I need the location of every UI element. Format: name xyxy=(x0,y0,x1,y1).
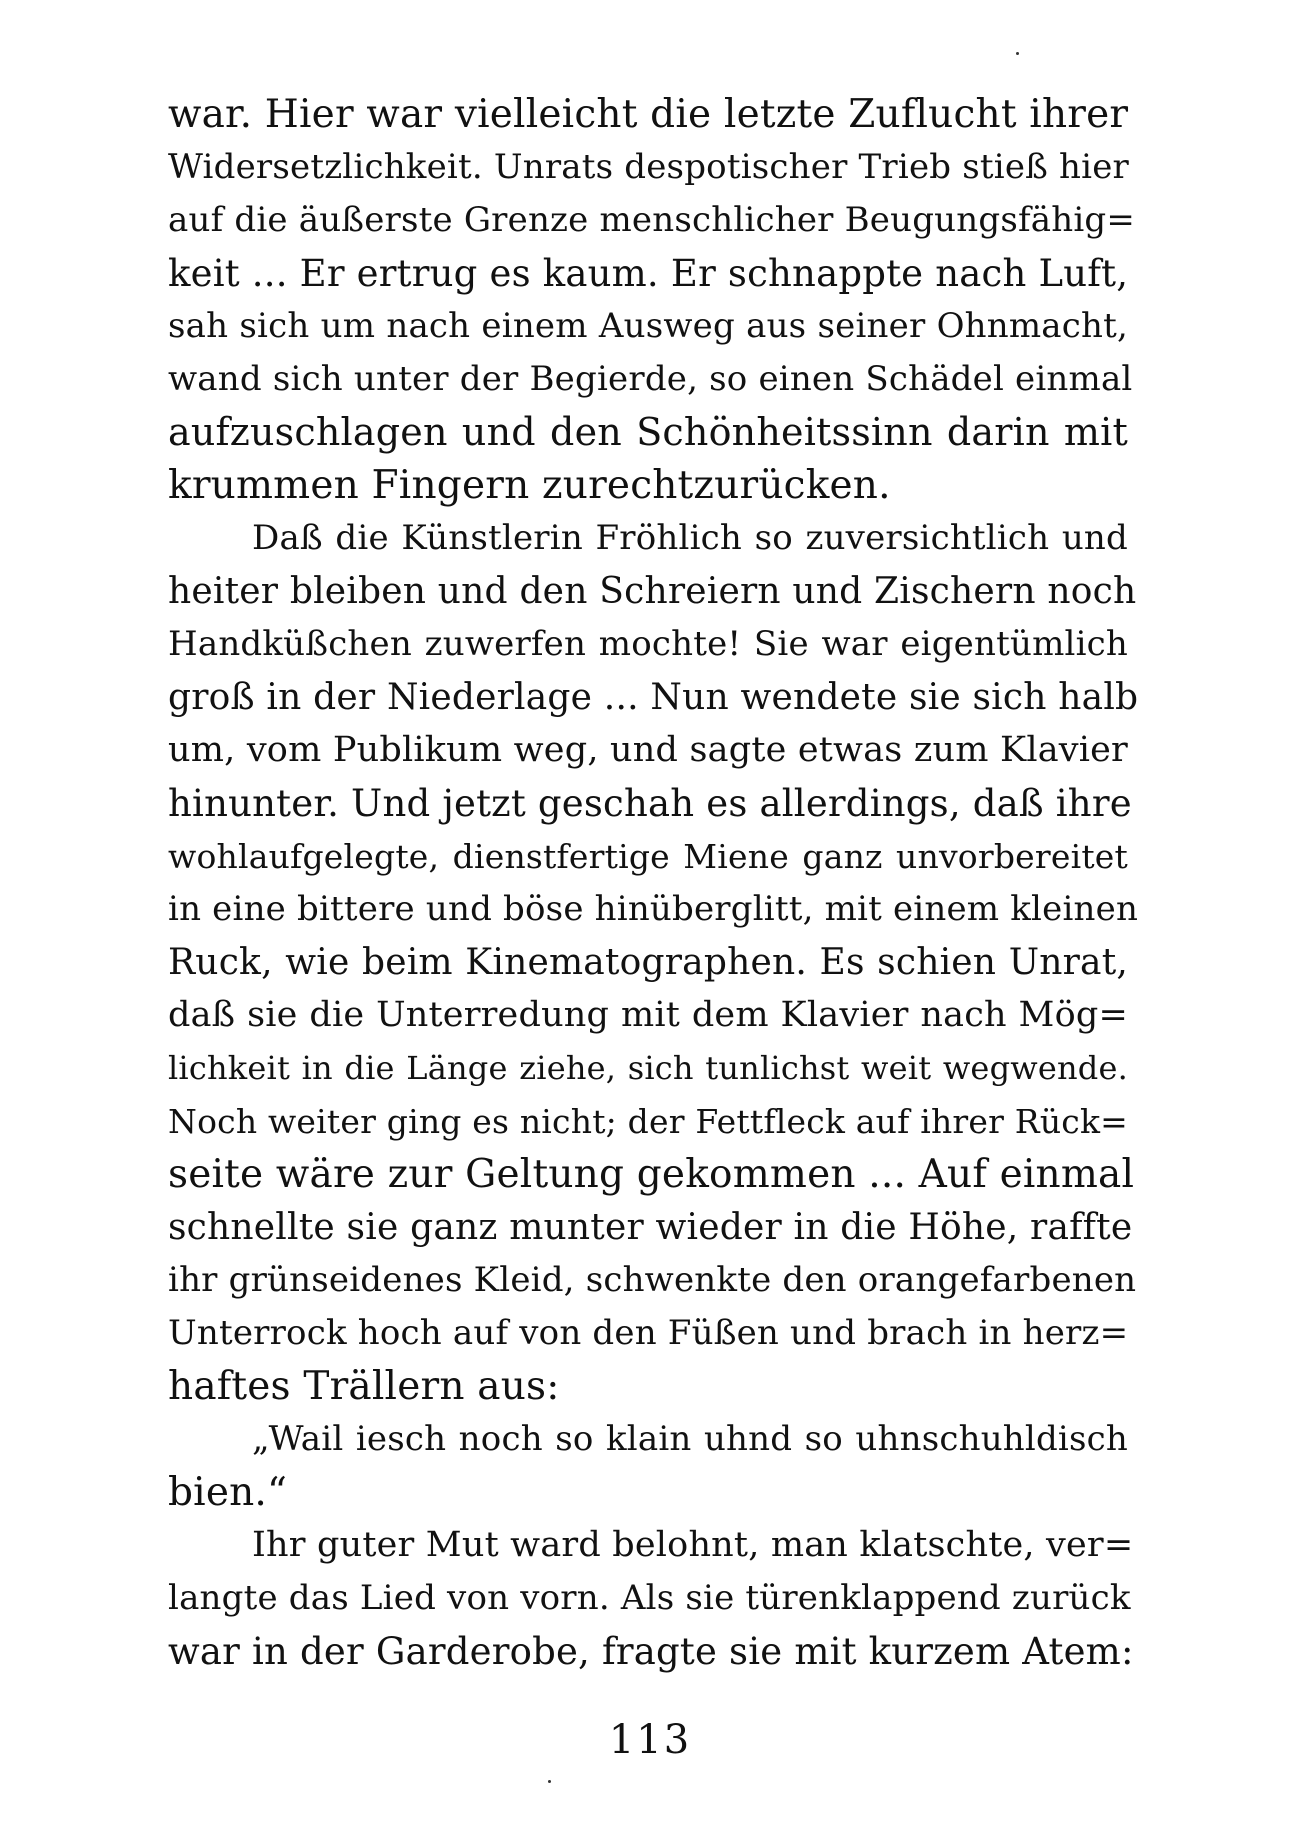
text-line: Handküßchen zuwerfen mochte! Sie war eigentümlich xyxy=(168,624,1128,664)
text-line: war in der Garderobe, fragte sie mit kurzem Atem: xyxy=(168,1630,1134,1673)
text-line: lichkeit in die Länge ziehe, sich tunlichst weit wegwende. xyxy=(168,1049,1128,1087)
text-line: auf die äußerste Grenze menschlicher Beugungsfähig= xyxy=(168,200,1136,240)
text-line: schnellte sie ganz munter wieder in die Höhe, raffte xyxy=(168,1207,1133,1248)
text-line: daß sie die Unterredung mit dem Klavier nach Mög= xyxy=(168,995,1128,1035)
text-line: Daß die Künstlerin Fröhlich so zuversichtlich und xyxy=(252,518,1128,558)
text-line: bien.“ xyxy=(168,1470,288,1515)
paper-speck xyxy=(1016,52,1019,55)
text-line: groß in der Niederlage ... Nun wendete sie sich halb xyxy=(168,677,1139,718)
text-line: krummen Fingern zurechtzurücken. xyxy=(168,463,891,508)
text-line: haftes Trällern aus: xyxy=(168,1364,560,1409)
text-line: heiter bleiben und den Schreiern und Zischern noch xyxy=(168,571,1137,612)
text-line: hinunter. Und jetzt geschah es allerdings, daß ihre xyxy=(168,782,1132,825)
text-line: um, vom Publikum weg, und sagte etwas zum Klavier xyxy=(168,730,1128,770)
text-line: Unterrock hoch auf von den Füßen und brach in herz= xyxy=(168,1313,1129,1353)
text-line: ihr grünseidenes Kleid, schwenkte den orangefarbenen xyxy=(168,1260,1137,1300)
text-line: „Wail iesch noch so klain uhnd so uhnschuhldisch xyxy=(252,1419,1128,1459)
text-line: Noch weiter ging es nicht; der Fettfleck auf ihrer Rück= xyxy=(168,1102,1129,1141)
page-number: 113 xyxy=(608,1717,692,1763)
text-line: war. Hier war vielleicht die letzte Zuflucht ihrer xyxy=(168,92,1129,137)
body-text xyxy=(168,88,1139,1678)
text-line: in eine bittere und böse hinüberglitt, mit einem kleinen xyxy=(168,889,1139,929)
text-line: seite wäre zur Geltung gekommen ... Auf einmal xyxy=(168,1152,1135,1197)
text-line: Widersetzlichkeit. Unrats despotischer Trieb stieß hier xyxy=(168,147,1130,187)
text-line: sah sich um nach einem Ausweg aus seiner Ohnmacht, xyxy=(168,306,1128,346)
text-line: keit ... Er ertrug es kaum. Er schnappte nach Luft, xyxy=(168,252,1129,295)
text-line: aufzuschlagen und den Schönheitssinn darin mit xyxy=(168,410,1128,454)
text-line: Ruck, wie beim Kinematographen. Es schien Unrat, xyxy=(168,942,1128,983)
text-line: wohlaufgelegte, dienstfertige Miene ganz unvorbereitet xyxy=(168,837,1128,876)
text-line: wand sich unter der Begierde, so einen Schädel einmal xyxy=(168,359,1133,399)
text-line: langte das Lied von vorn. Als sie türenklappend zurück xyxy=(168,1578,1131,1618)
text-line: Ihr guter Mut ward belohnt, man klatschte, ver= xyxy=(252,1525,1134,1565)
paper-speck xyxy=(548,1780,551,1783)
